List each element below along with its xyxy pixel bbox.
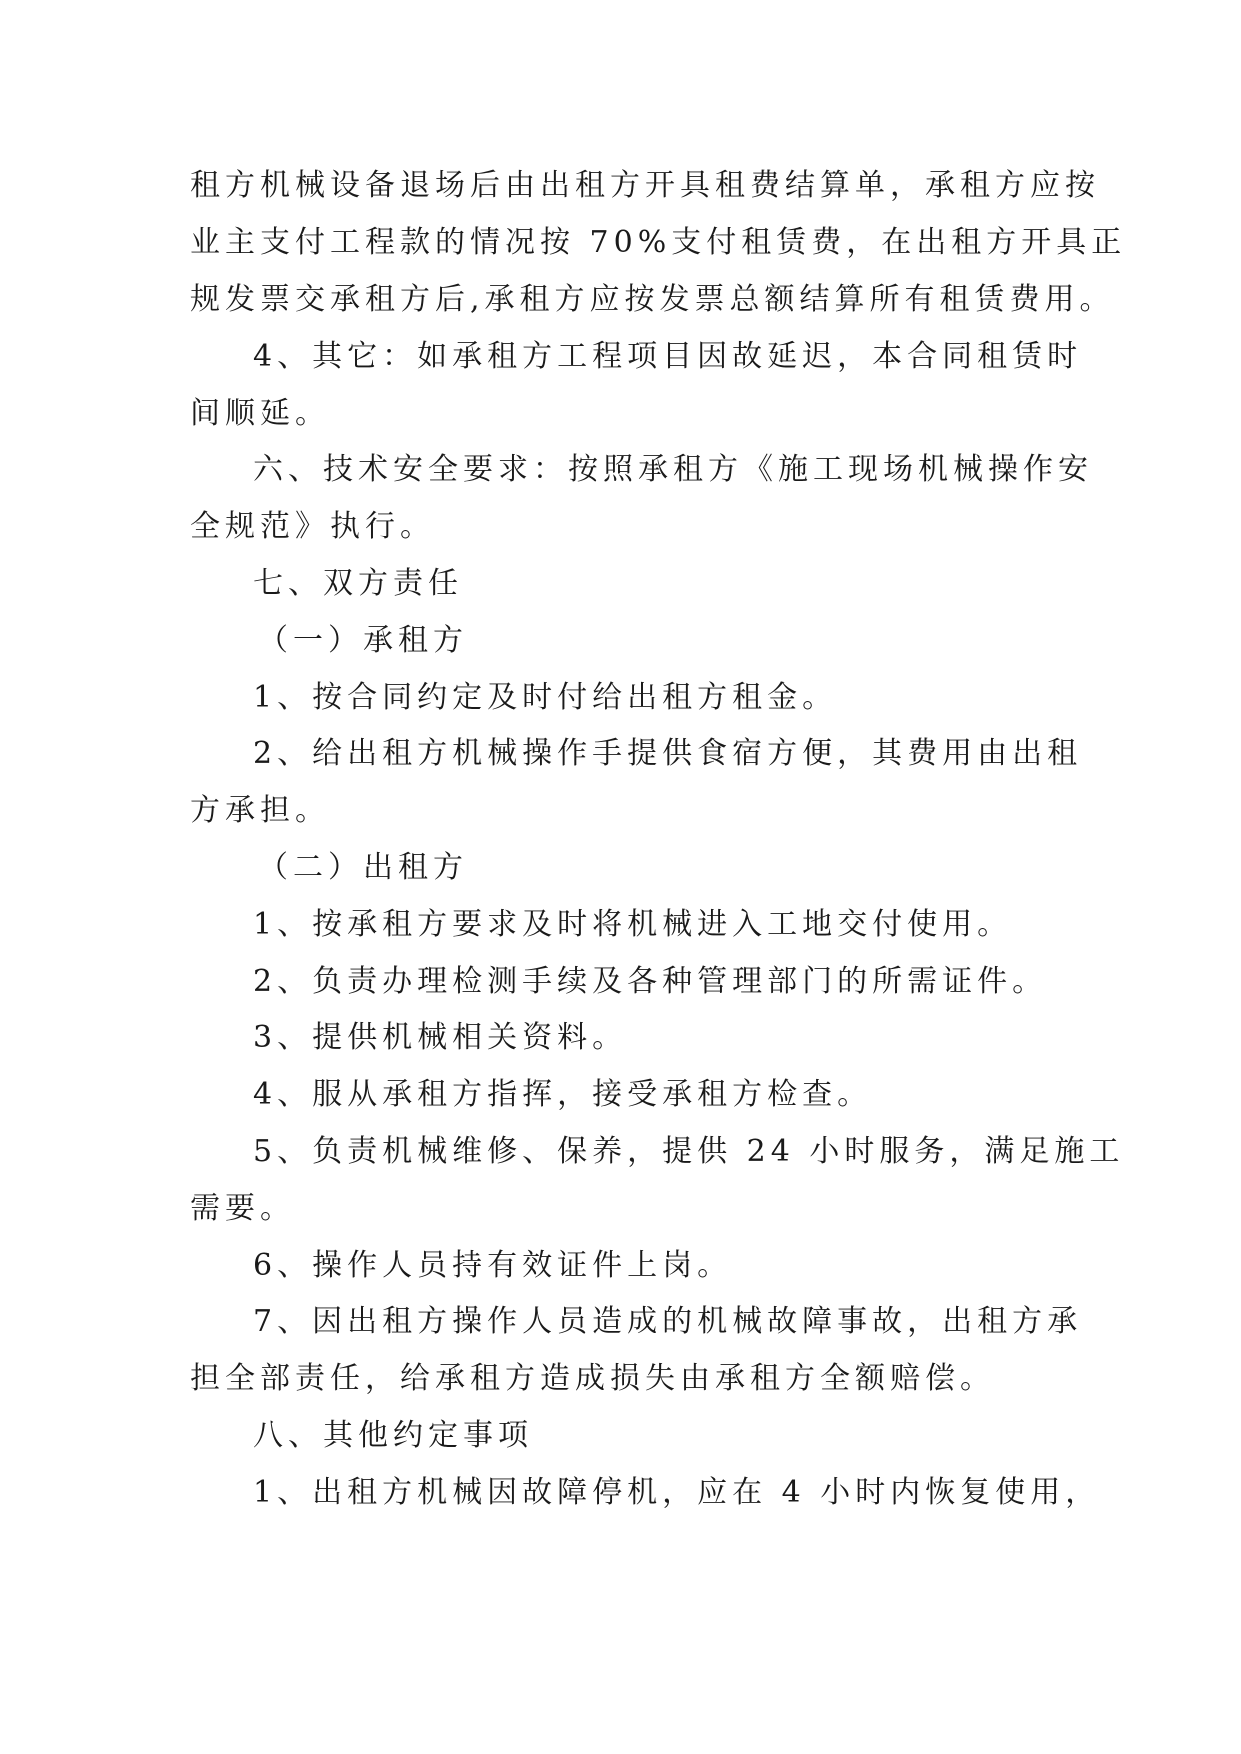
section-heading: 八、其他约定事项 (253, 1418, 533, 1453)
list-item: 2、负责办理检测手续及各种管理部门的所需证件。 (253, 964, 1048, 999)
list-item: 1、按合同约定及时付给出租方租金。 (253, 680, 838, 715)
list-item: 7、因出租方操作人员造成的机械故障事故，出租方承 (253, 1304, 1083, 1339)
list-item: 5、负责机械维修、保养，提供 24 小时服务，满足施工 (253, 1134, 1125, 1169)
paragraph-line: 担全部责任，给承租方造成损失由承租方全额赔偿。 (190, 1361, 995, 1396)
paragraph-line: 全规范》执行。 (190, 509, 435, 544)
section-heading: 七、双方责任 (253, 566, 463, 601)
list-item: 3、提供机械相关资料。 (253, 1020, 628, 1055)
paragraph-line: 4、其它：如承租方工程项目因故延迟，本合同租赁时 (253, 339, 1083, 374)
section-heading: 六、技术安全要求：按照承租方《施工现场机械操作安 (253, 452, 1093, 487)
subsection-heading: （二）出租方 (258, 850, 468, 885)
paragraph-line: 业主支付工程款的情况按 70%支付租赁费，在出租方开具正 (190, 225, 1127, 260)
paragraph-line: 需要。 (190, 1191, 295, 1226)
list-item: 1、按承租方要求及时将机械进入工地交付使用。 (253, 907, 1013, 942)
subsection-heading: （一）承租方 (258, 623, 468, 658)
paragraph-line: 租方机械设备退场后由出租方开具租费结算单，承租方应按 (190, 168, 1100, 203)
paragraph-line: 方承担。 (190, 793, 330, 828)
paragraph-line: 规发票交承租方后,承租方应按发票总额结算所有租赁费用。 (190, 282, 1115, 317)
list-item: 4、服从承租方指挥，接受承租方检查。 (253, 1077, 873, 1112)
list-item: 2、给出租方机械操作手提供食宿方便，其费用由出租 (253, 736, 1083, 771)
list-item: 1、出租方机械因故障停机，应在 4 小时内恢复使用， (253, 1475, 1101, 1510)
list-item: 6、操作人员持有效证件上岗。 (253, 1248, 733, 1283)
paragraph-line: 间顺延。 (190, 396, 330, 431)
